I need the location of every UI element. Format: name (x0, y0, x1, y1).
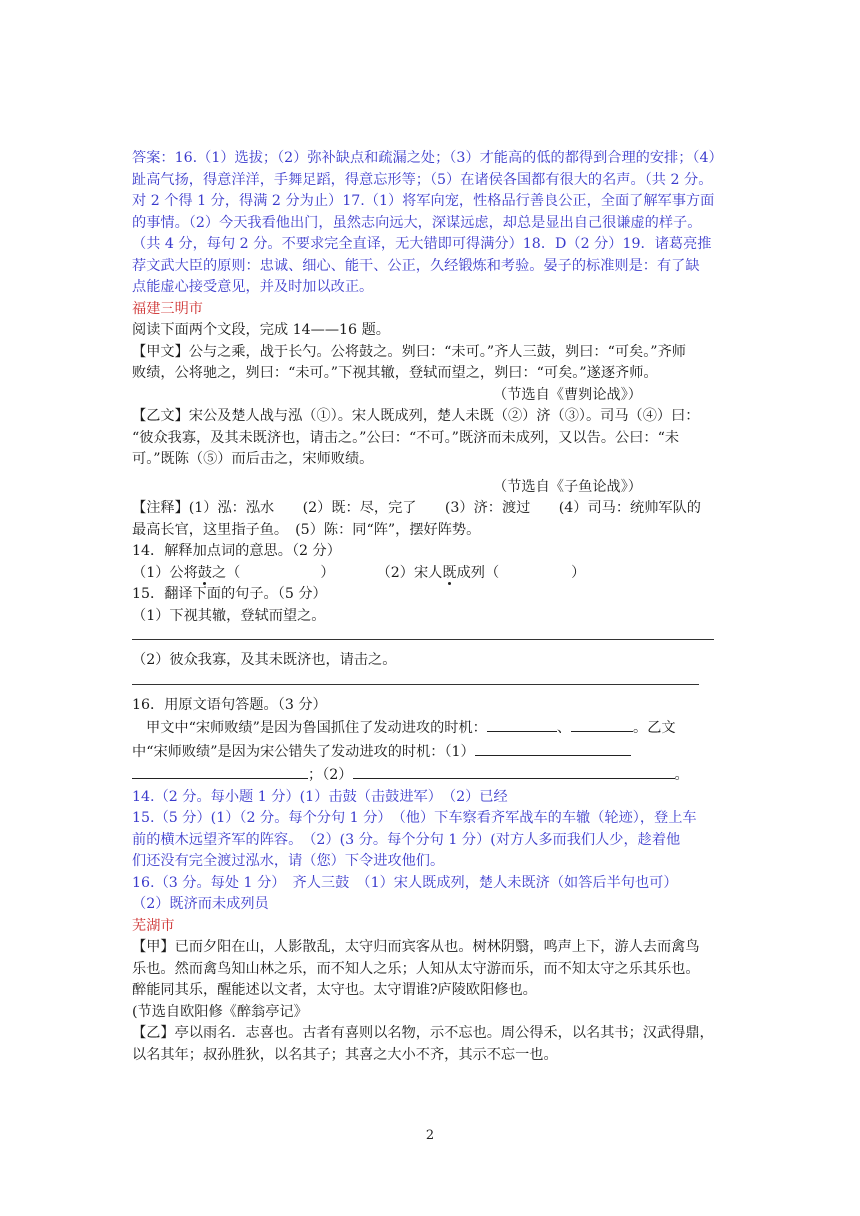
question-14-title: 14．解释加点词的意思。（2 分） (132, 543, 341, 559)
question-16-line-2: 中“宋师败绩”是因为宋公错失了发动进攻的时机：（1） (132, 740, 732, 764)
question-15-sentence-1: （1）下视其辙，登轼而望之。 (132, 607, 326, 624)
q14-item2-close: ） (571, 564, 586, 581)
page-content (132, 148, 732, 1066)
city-heading-wuhu: 芜湖市 (132, 917, 175, 934)
passage-3-yi-line: 以名其年；叔孙胜狄，以名其子；其喜之大小不齐，其示不忘一也。 (132, 1046, 558, 1063)
answer-15-line: 们还没有完全渡过泓水，请（您）下令进攻他们。 (132, 853, 445, 869)
question-16-line-1: 甲文中“宋师败绩”是因为鲁国抓住了发动进攻的时机： 、 。乙文 (132, 716, 732, 740)
answer-line: 对 2 个得 1 分，得满 2 分为止）17.（1）将军向宠，性格品行善良公正，全面了解军事方面 (132, 193, 715, 209)
q16-blank-3-cont[interactable] (132, 763, 308, 779)
answer-line: 的事情。（2）今天我看他出门，虽然志向远大，深谋远虑，却总是显出自己很谦虚的样子。 (132, 214, 702, 231)
passage-jia-source: （节选自《曹刿论战》） (493, 386, 642, 403)
q16-blank-2[interactable] (571, 716, 633, 732)
passage-3-jia-source: (节选自欧阳修《醉翁亭记》 (132, 1003, 308, 1020)
answer-line: 荐文武大臣的原则：忠诚、细心、能干、公正，久经锻炼和考验。晏子的标准则是：有了缺 (132, 257, 700, 274)
passage-jia-line: 【甲文】公与之乘，战于长勺。公将鼓之。刿曰：“未可。”齐人三鼓，刿曰：“可矣。”齐师 (132, 343, 686, 360)
answer-14: 14.（2 分。每小题 1 分）(1）击鼓（击鼓进军） （2）已经 (132, 788, 508, 805)
passage-yi-line: “彼众我寡，及其未既济也，请击之。”公曰：“不可。”既济而未成列，又以告。公曰：“未 (132, 429, 680, 446)
passage-3-jia-line: 【甲】已而夕阳在山，人影散乱，太守归而宾客从也。树林阴翳，鸣声上下，游人去而禽鸟 (132, 939, 700, 955)
answer-block-2 (132, 787, 732, 916)
question-16-line-3: ；（2） 。 (132, 763, 732, 787)
reading-instruction: 阅读下面两个文段，完成 14——16 题。 (132, 322, 390, 338)
q16-blank-1[interactable] (487, 716, 557, 732)
passage-3-jia-line: 醉能同其乐，醒能述以文者，太守也。太守谓谁?庐陵欧阳修也。 (132, 982, 537, 998)
passage-yi-source: （节选自《子鱼论战》） (493, 478, 642, 495)
question-15-sentence-2: （2）彼众我寡，及其未既济也，请击之。 (132, 652, 397, 668)
q14-item1-suffix: 之（ (211, 564, 241, 581)
answer-line: 趾高气扬，得意洋洋，手舞足蹈，得意忘形等；（5）在诸侯各国都有很大的名声。（共 2 分。 (132, 171, 713, 188)
question-14-items (132, 563, 732, 585)
q14-item1-close: ） (320, 564, 335, 581)
passage-3-yi-line: 【乙】亭以雨名．志喜也。古者有喜则以名物，示不忘也。周公得禾，以名其书；汉武得鼎， (132, 1025, 714, 1041)
q14-item1-dotted-word: 鼓 (197, 564, 212, 581)
answer-line: （共 4 分，每句 2 分。不要求完全直译，无大错即可得满分）18．D（2 分）19．诸葛亮推 (132, 236, 712, 252)
q14-item2-prefix: （2）宋人 (376, 564, 443, 581)
passage-yi-line: 可。”既陈（⑤）而后击之，宋师败绩。 (132, 451, 374, 467)
answer-15-line: 前的横木远望齐军的阵容。 （2）(3 分。每个分句 1 分）(对方人多而我们人少，趁着他 (132, 831, 681, 848)
city-heading-sanming: 福建三明市 (132, 300, 203, 317)
q14-item2-dotted-word: 既 (442, 564, 457, 581)
notes-line: 【注释】(1）泓：泓水 (2）既：尽，完了 (3）济：渡过 (4）司马：统帅军队的 (132, 500, 701, 516)
question-15-title: 15．翻译下面的句子。（5 分） (132, 586, 327, 602)
page-number: 2 (425, 1128, 435, 1143)
passage-yi-line: 【乙文】宋公及楚人战与泓（①）。宋人既成列，楚人未既（②）济（③）。司马（④）曰： (132, 408, 700, 424)
q16-blank-3[interactable] (475, 740, 631, 756)
answer-line: 点能虚心接受意见，并及时加以改正。 (132, 279, 374, 295)
answer-block-1 (132, 148, 732, 299)
answer-16-line: （2）既济而未成列员 (132, 896, 269, 912)
q14-item2-suffix: 成列（ (456, 564, 500, 581)
answer-line-15-2[interactable] (132, 684, 699, 685)
answer-line: 答案：16.（1）选拔；（2）弥补缺点和疏漏之处；（3）才能高的低的都得到合理的安排；（4） (132, 150, 723, 166)
answer-15-line: 15.（5 分）(1）（2 分。每个分句 1 分） （他）下车察看齐军战车的车辙（轮迹），登上车 (132, 810, 697, 826)
q14-item1-prefix: （1）公将 (132, 564, 198, 581)
notes-line: 最高长官，这里指子鱼。 (5）陈：同“阵”，摆好阵势。 (132, 521, 481, 538)
answer-line-15-1[interactable] (132, 639, 714, 640)
q16-blank-4[interactable] (353, 763, 675, 779)
passage-3-jia-line: 乐也。然而禽鸟知山林之乐，而不知人之乐；人知从太守游而乐，而不知太守之乐其乐也。 (132, 960, 700, 977)
passage-jia-line: 败绩，公将驰之，刿曰：“未可。”下视其辙，登轼而望之，刿曰：“可矣。”遂逐齐师。 (132, 365, 658, 381)
answer-16-line: 16.（3 分。每处 1 分） 齐人三鼓 （1）宋人既成列，楚人未既济（如答后半句也可） (132, 874, 678, 891)
question-16-title: 16．用原文语句答题。（3 分） (132, 696, 327, 713)
